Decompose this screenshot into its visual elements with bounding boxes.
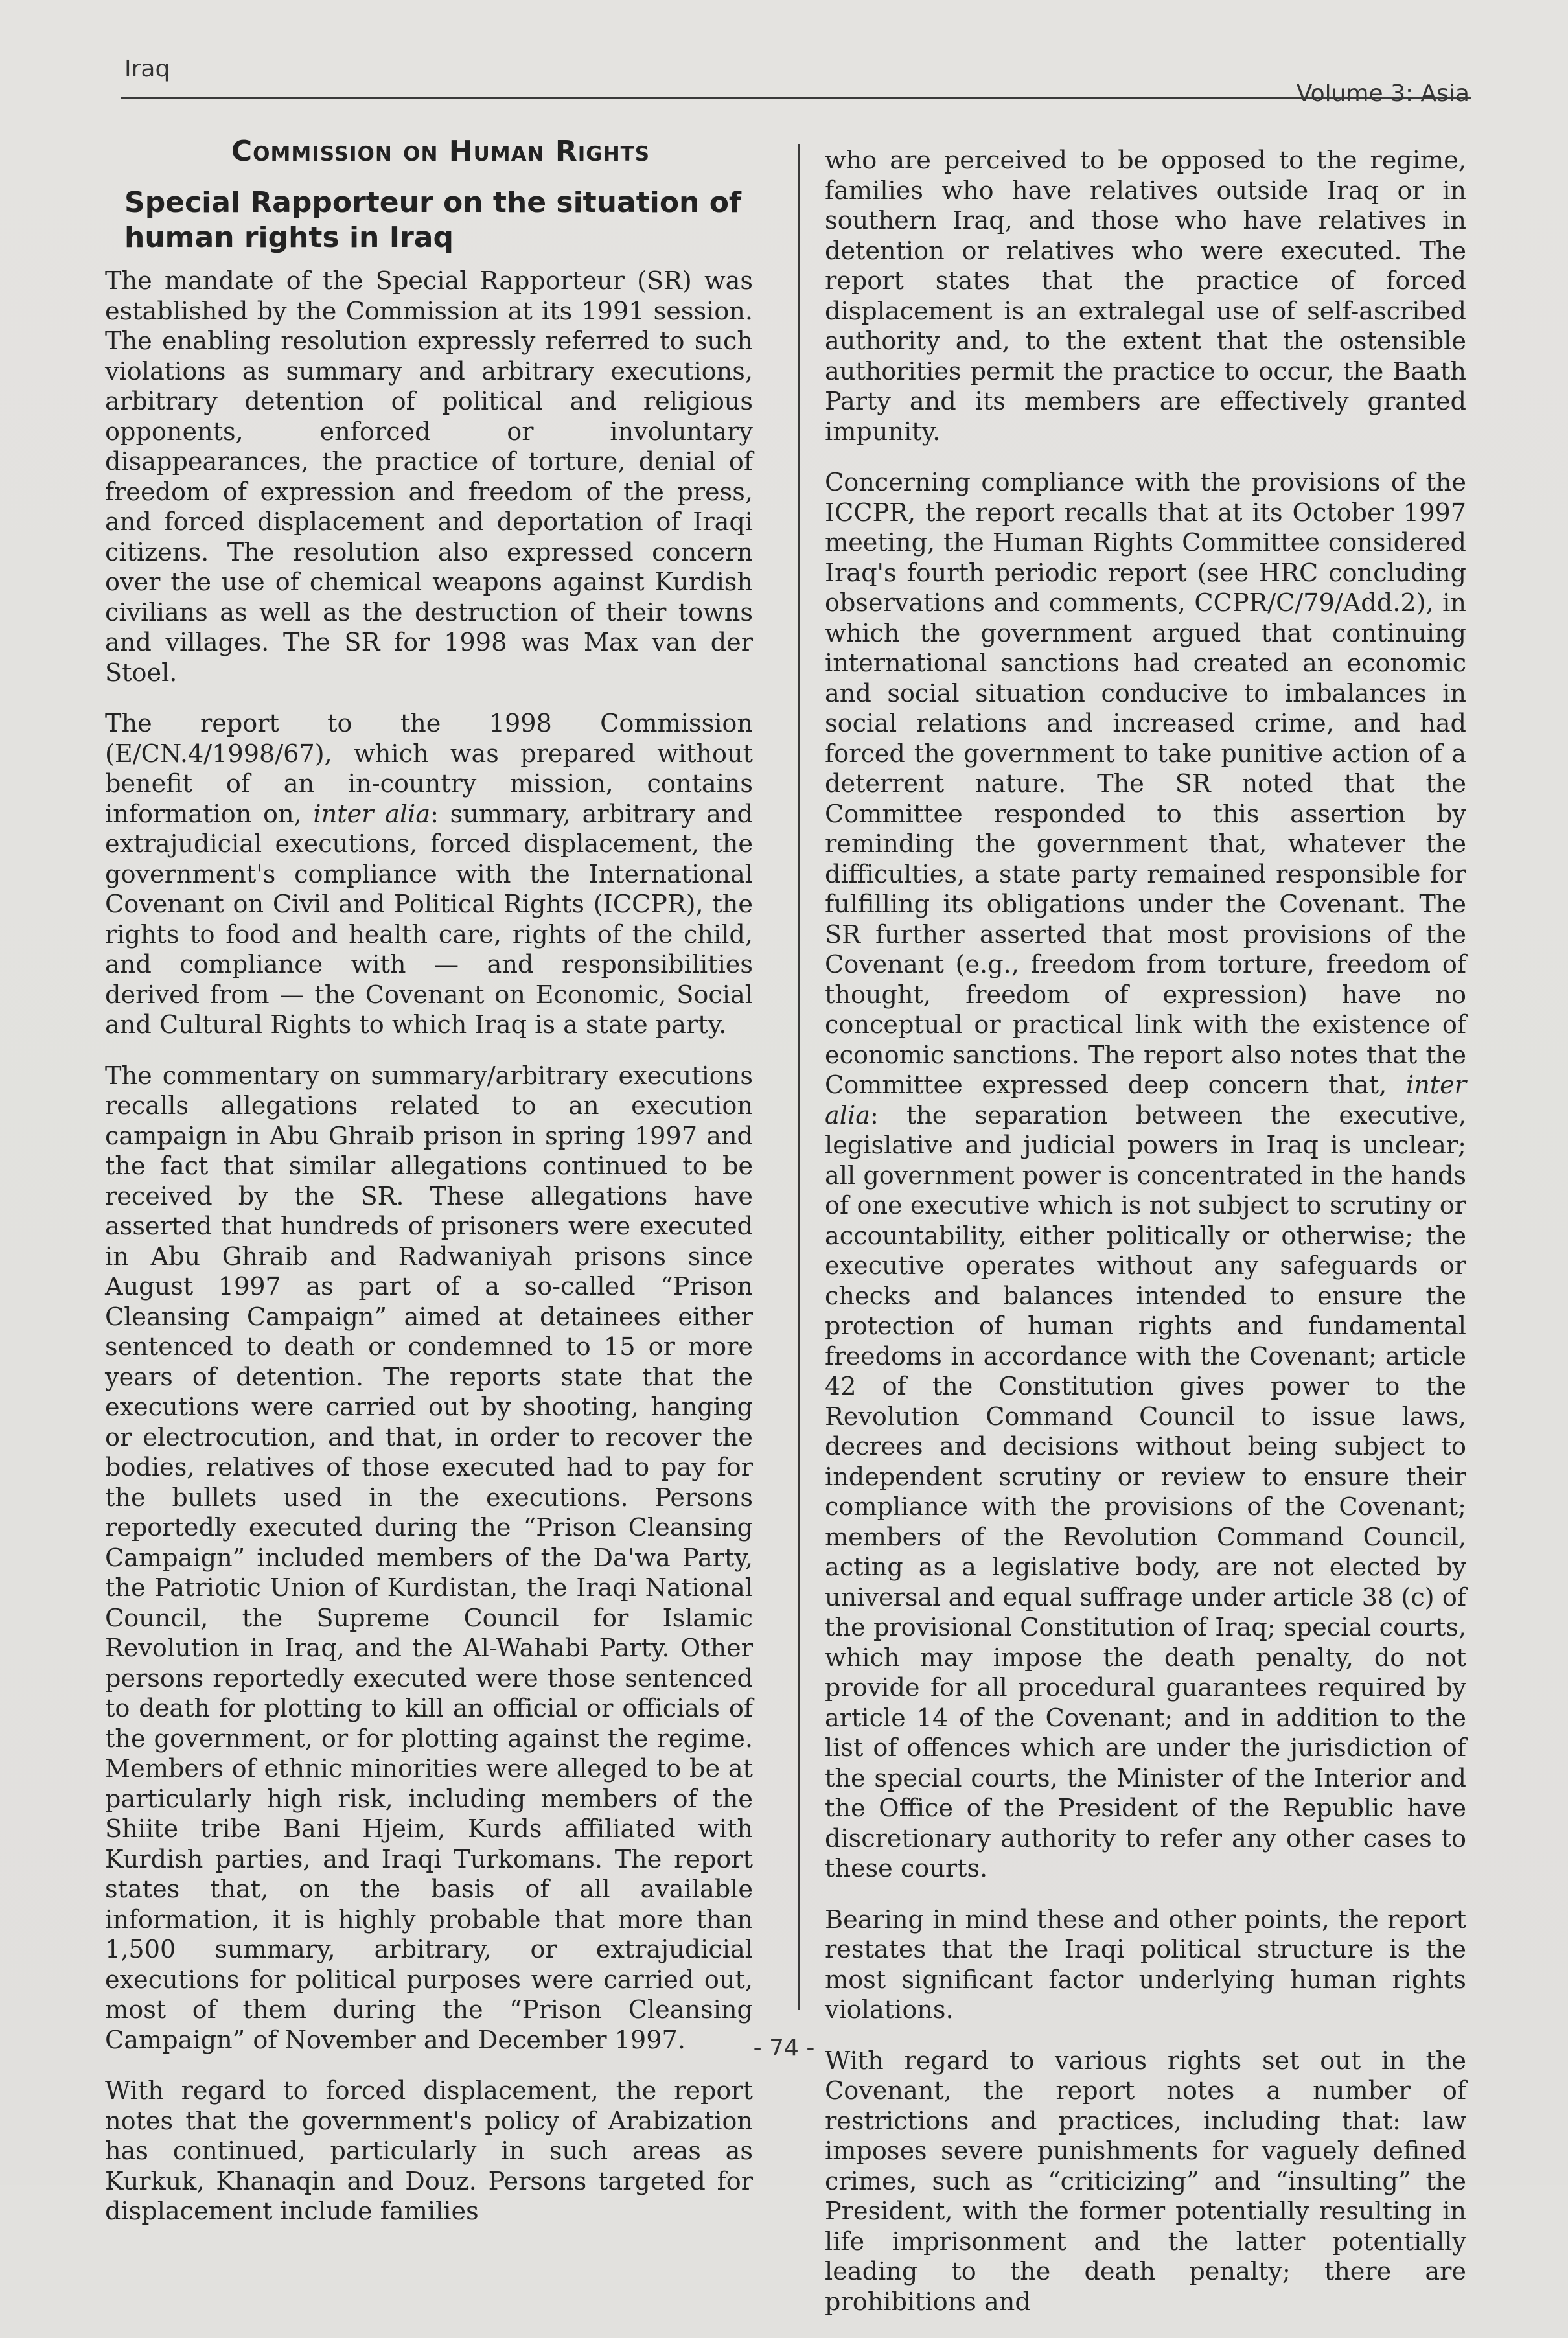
- subsection-title: Special Rapporteur on the situation of human rights in Iraq: [124, 186, 742, 254]
- paragraph-executions: The commentary on summary/arbitrary executions recalls allegations related to an execution campaign in Abu Ghraib prison in spring 1997 and the fact that similar allegations continued to be received by the SR. These allegations have asserted that hundreds of prisoners were executed in Abu Ghraib and Radwaniyah prisons since August 1997 as part of a so-called “Prison Cleansing Campaign” aimed at detainees either sentenced to death or condemned to 15 or more years of detention. The reports state that the executions were carried out by shooting, hanging or electrocution, and that, in order to recover the bodies, relatives of those executed had to pay for the bullets used in the executions. Persons reportedly executed during the “Prison Cleansing Campaign” included members of the Da'wa Party, the Patriotic Union of Kurdistan, the Iraqi National Council, the Supreme Council for Islamic Revolution in Iraq, and the Al-Wahabi Party. Other persons reportedly executed were those sentenced to death for plotting to kill an official or officials of the government, or for plotting against the regime. Members of ethnic minorities were alleged to be at particularly high risk, including members of the Shiite tribe Bani Hjeim, Kurds affiliated with Kurdish parties, and Iraqi Turkomans. The report states that, on the basis of all available information, it is highly probable that more than 1,500 summary, arbitrary, or extrajudicial executions for political purposes were carried out, most of them during the “Prison Cleansing Campaign” of November and December 1997.: [105, 1061, 753, 2055]
- right-column: [825, 146, 1466, 2338]
- paragraph-forced-displacement: With regard to forced displacement, the report notes that the government's policy of Arabization has continued, particularly in such areas as Kurkuk, Khanaqin and Douz. Persons targeted for displacement include families: [105, 2077, 753, 2226]
- running-header-country: Iraq: [124, 56, 170, 82]
- page-number: - 74 -: [753, 2035, 815, 2061]
- paragraph-displacement-continued: who are perceived to be opposed to the regime, families who have relatives outside Iraq or in southern Iraq, and those who have relatives in detention or relatives who were executed. The report states that the practice of forced displacement is an extralegal use of self-ascribed authority and, to the extent that the ostensible authorities permit the practice to occur, the Baath Party and its members are effectively granted impunity.: [825, 146, 1466, 446]
- column-divider: [798, 144, 800, 2010]
- paragraph-political-structure: Bearing in mind these and other points, the report restates that the Iraqi political structure is the most significant factor underlying human rights violations.: [825, 1905, 1466, 2024]
- running-header-volume: Volume 3: Asia: [1296, 80, 1470, 107]
- paragraph-mandate: The mandate of the Special Rapporteur (SR) was established by the Commission at its 1991 session. The enabling resolution expressly referred to such violations as summary and arbitrary executions, arbitrary detention of political and religious opponents, enforced or involuntary disappearances, the practice of torture, denial of freedom of expression and freedom of the press, and forced displacement and deportation of Iraqi citizens. The resolution also expressed concern over the use of chemical weapons against Kurdish civilians as well as the destruction of their towns and villages. The SR for 1998 was Max van der Stoel.: [105, 267, 753, 688]
- paragraph-report-1998: The report to the 1998 Commission (E/CN.4/1998/67), which was prepared without benefit of an in-country mission, contains information on, inter alia: summary, arbitrary and extrajudicial executions, forced displacement, the government's compliance with the International Covenant on Civil and Political Rights (ICCPR), the rights to food and health care, rights of the child, and compliance with — and responsibilities derived from — the Covenant on Economic, Social and Cultural Rights to which Iraq is a state party.: [105, 710, 753, 1039]
- header-rule: [121, 97, 1471, 99]
- left-column: [105, 266, 753, 2248]
- paragraph-iccpr-compliance: Concerning compliance with the provisions of the ICCPR, the report recalls that at its October 1997 meeting, the Human Rights Committee considered Iraq's fourth periodic report (see HRC concluding observations and comments, CCPR/C/79/Add.2), in which the government argued that continuing international sanctions had created an economic and social situation conducive to imbalances in social relations and increased crime, and had forced the government to take punitive action of a deterrent nature. The SR noted that the Committee responded to this assertion by reminding the government that, whatever the difficulties, a state party remained responsible for fulfilling its obligations under the Covenant. The SR further asserted that most provisions of the Covenant (e.g., freedom from torture, freedom of thought, freedom of expression) have no conceptual or practical link with the existence of economic sanctions. The report also notes that the Committee expressed deep concern that, inter alia: the separation between the executive, legislative and judicial powers in Iraq is unclear; all government power is concentrated in the hands of one executive which is not subject to scrutiny or accountability, either politically or otherwise; the executive operates without any safeguards or checks and balances intended to ensure the protection of human rights and fundamental freedoms in accordance with the Covenant; article 42 of the Constitution gives power to the Revolution Command Council to issue laws, decrees and decisions without being subject to independent scrutiny or review to ensure their compliance with the provisions of the Covenant; members of the Revolution Command Council, acting as a legislative body, are not elected by universal and equal suffrage under article 38 (c) of the provisional Constitution of Iraq; special courts, which may impose the death penalty, do not provide for all procedural guarantees required by article 14 of the Covenant; and in addition to the list of offences which are under the jurisdiction of the special courts, the Minister of the Interior and the Office of the President of the Republic have discretionary authority to refer any other cases to these courts.: [825, 469, 1466, 1883]
- section-title: Commission on Human Rights: [231, 135, 651, 168]
- paragraph-covenant-rights: With regard to various rights set out in the Covenant, the report notes a number of restrictions and practices, including that: law imposes severe punishments for vaguely defined crimes, such as “criticizing” and “insulting” the President, with the former potentially resulting in life imprisonment and the latter potentially leading to the death penalty; there are prohibitions and: [825, 2046, 1466, 2317]
